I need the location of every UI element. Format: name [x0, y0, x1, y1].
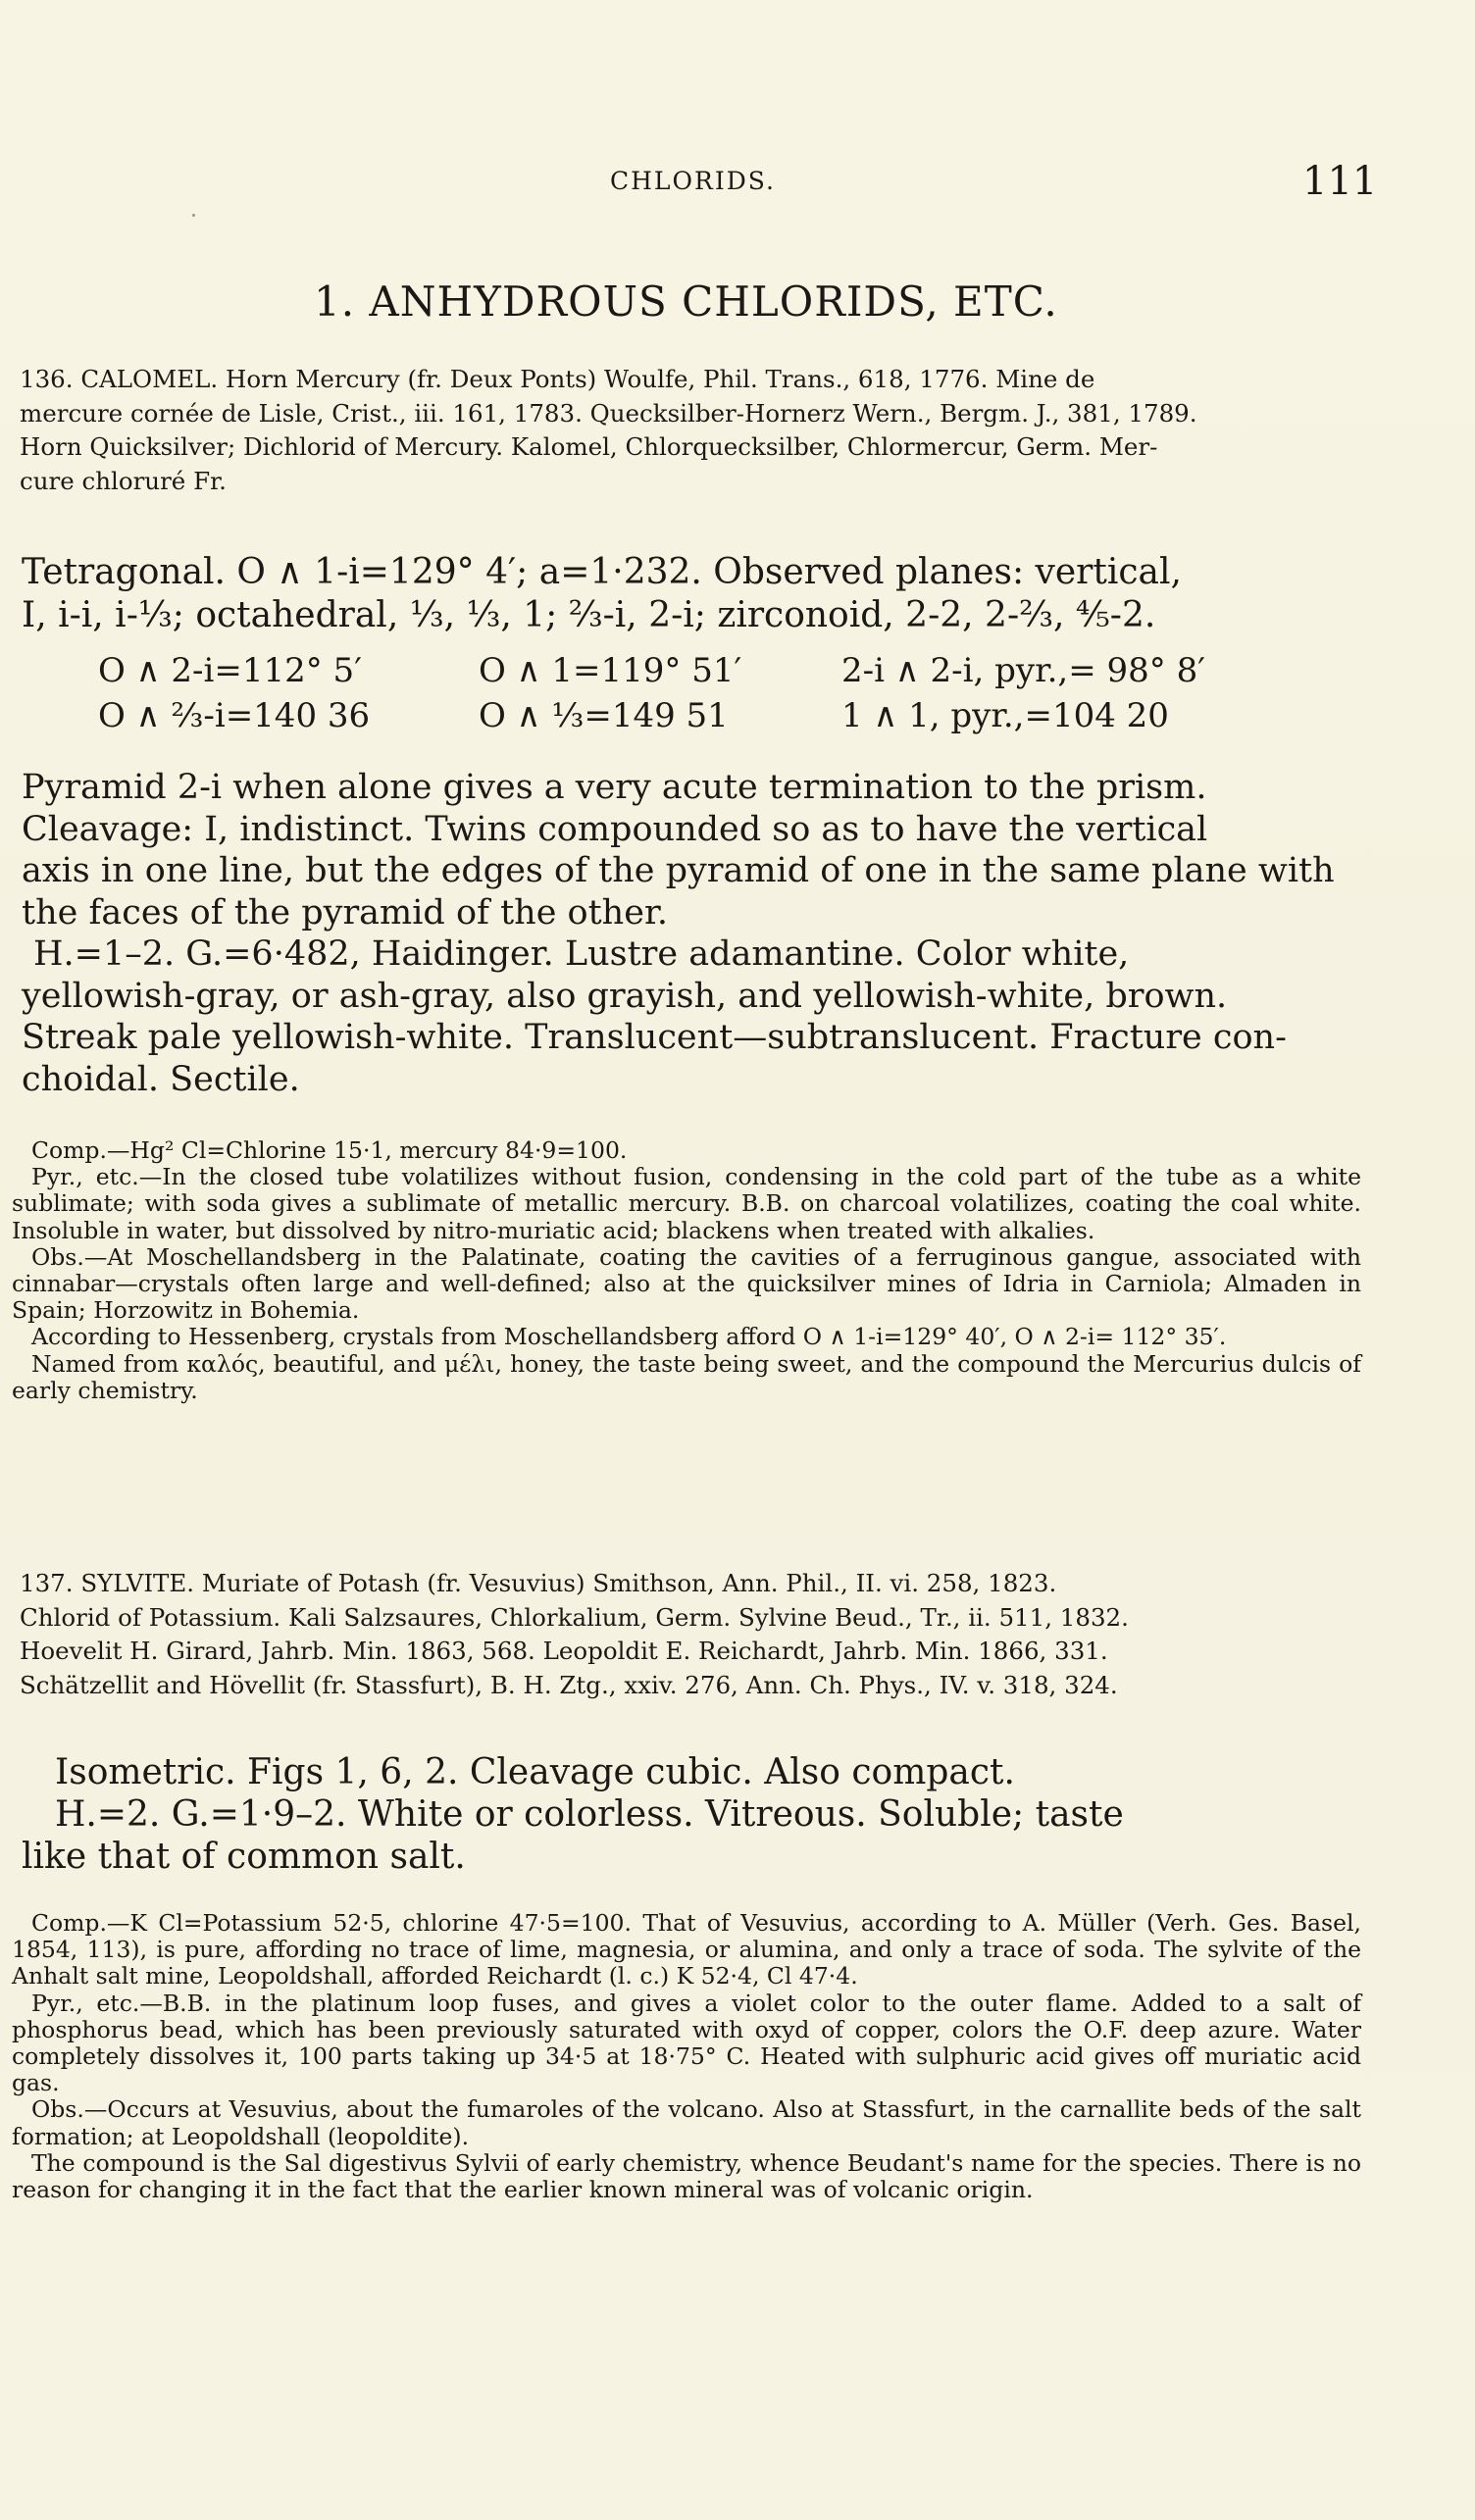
entry-136-crystallography [22, 551, 1361, 636]
entry-136-head [20, 363, 1363, 498]
note-paragraph: Comp.—K Cl=Potassium 52·5, chlorine 47·5=100. That of Vesuvius, according to A. Müller (Verh. Ges. Basel, 1854, 113), is pure, affording no trace of lime, magnesia, or alumina, and only a trace of soda. The sylvite of the Anhalt salt mine, Leopoldshall, afforded Reichardt (l. c.) K 52·4, Cl 47·4. [12, 1909, 1361, 1991]
entry-136-head-line: Horn Quicksilver; Dichlorid of Mercury. Kalomel, Chlorquecksilber, Chlormercur, Germ. Mer- [20, 432, 1158, 461]
angle-table-cell: O ∧ 1=119° 51′ [479, 651, 742, 690]
description-line: yellowish-gray, or ash-gray, also grayish, and yellowish-white, brown. [22, 976, 1228, 1016]
description-line: H.=1–2. G.=6·482, Haidinger. Lustre adamantine. Color white, [33, 934, 1130, 974]
note-paragraph: Obs.—Occurs at Vesuvius, about the fumaroles of the volcano. Also at Stassfurt, in the carnallite beds of the salt formation; at Leopoldshall (leopoldite). [12, 2095, 1361, 2150]
note-paragraph: Pyr., etc.—In the closed tube volatilizes without fusion, condensing in the cold part of the tube as a white sublimate; with soda gives a sublimate of metallic mercury. B.B. on charcoal volatilizes, coating the coal white. Insoluble in water, but dissolved by nitro-muriatic acid; blackens when treated with alkalies. [12, 1163, 1361, 1244]
angle-table-cell: O ∧ ⅔-i=140 36 [98, 696, 371, 735]
note-paragraph: Named from καλός, beautiful, and μέλι, honey, the taste being sweet, and the compound the Mercurius dulcis of early chemistry. [12, 1349, 1361, 1404]
entry-137-description [22, 1751, 1361, 1878]
description-line: H.=2. G.=1·9–2. White or colorless. Vitreous. Soluble; taste [55, 1794, 1124, 1835]
note-paragraph: Comp.—Hg² Cl=Chlorine 15·1, mercury 84·9=100. [31, 1136, 628, 1164]
angle-table-cell: O ∧ ⅓=149 51 [479, 696, 729, 735]
entry-137-head-line: Schätzellit and Hövellit (fr. Stassfurt), B. H. Ztg., xxiv. 276, Ann. Ch. Phys., IV. v. 318, 324. [20, 1670, 1118, 1699]
entry-136-head-line: 136. CALOMEL. Horn Mercury (fr. Deux Ponts) Woulfe, Phil. Trans., 618, 1776. Mine de [20, 365, 1095, 393]
note-paragraph: The compound is the Sal digestivus Sylvii of early chemistry, whence Beudant's name for the species. There is no reason for changing it in the fact that the earlier known mineral was of volcanic origin. [12, 2148, 1361, 2204]
crystal-line: Tetragonal. O ∧ 1-i=129° 4′; a=1·232. Observed planes: vertical, [22, 552, 1182, 592]
description-line: axis in one line, but the edges of the pyramid of one in the same plane with [22, 851, 1335, 890]
entry-136-description [22, 767, 1361, 1100]
note-paragraph: According to Hessenberg, crystals from Moschellandsberg afford O ∧ 1-i=129° 40′, O ∧ 2-i= 112° 35′. [31, 1323, 1227, 1351]
entry-136-head-line: mercure cornée de Lisle, Crist., iii. 161, 1783. Quecksilber-Hornerz Wern., Bergm. J., 381, 1789. [20, 398, 1197, 428]
description-line: Cleavage: I, indistinct. Twins compounded so as to have the vertical [22, 809, 1208, 849]
running-title: CHLORIDS. [610, 167, 776, 195]
entry-137-notes [12, 1910, 1361, 2203]
angle-table-cell: 1 ∧ 1, pyr.,=104 20 [841, 696, 1169, 735]
entry-137-head-line: Chlorid of Potassium. Kali Salzsaures, Chlorkalium, Germ. Sylvine Beud., Tr., ii. 511, 1832. [20, 1602, 1129, 1632]
description-line: Isometric. Figs 1, 6, 2. Cleavage cubic. Also compact. [55, 1752, 1015, 1792]
entry-137-head [20, 1567, 1363, 1702]
description-line: Streak pale yellowish-white. Translucent—subtranslucent. Fracture con- [22, 1018, 1287, 1057]
description-line: choidal. Sectile. [22, 1059, 300, 1099]
page-number: 111 [1302, 159, 1378, 204]
description-line: the faces of the pyramid of the other. [22, 892, 668, 932]
crystal-line: I, i-i, i-⅓; octahedral, ⅓, ⅓, 1; ⅔-i, 2-i; zirconoid, 2-2, 2-⅔, ⅘-2. [22, 594, 1156, 635]
description-line: like that of common salt. [22, 1837, 466, 1877]
entry-137-head-line: 137. SYLVITE. Muriate of Potash (fr. Vesuvius) Smithson, Ann. Phil., II. vi. 258, 1823. [20, 1569, 1057, 1597]
angle-table-cell: 2-i ∧ 2-i, pyr.,= 98° 8′ [841, 651, 1205, 690]
description-line: Pyramid 2-i when alone gives a very acute termination to the prism. [22, 768, 1207, 807]
note-paragraph: Pyr., etc.—B.B. in the platinum loop fuses, and gives a violet color to the outer flame. Added to a salt of phosphorus bead, which has been previously saturated with oxyd of copper, colors the O.F. deep azure. Water completely dissolves it, 100 parts taking up 34·5 at 18·75° C. Heated with sulphuric acid gives off muriatic acid gas. [12, 1989, 1361, 2097]
entry-137-head-line: Hoevelit H. Girard, Jahrb. Min. 1863, 568. Leopoldit E. Reichardt, Jahrb. Min. 1866, 331. [20, 1637, 1108, 1665]
note-paragraph: Obs.—At Moschellandsberg in the Palatinate, coating the cavities of a ferruginous gangue, associated with cinnabar—crystals often large and well-defined; also at the quicksilver mines of Idria in Carniola; Almaden in Spain; Horzowitz in Bohemia. [12, 1242, 1361, 1325]
page-speck [192, 214, 195, 217]
entry-136-head-line: cure chloruré Fr. [20, 466, 227, 495]
section-heading: 1. ANHYDROUS CHLORIDS, ETC. [314, 277, 1058, 326]
entry-136-notes [12, 1137, 1361, 1404]
angle-table-cell: O ∧ 2-i=112° 5′ [98, 651, 362, 690]
